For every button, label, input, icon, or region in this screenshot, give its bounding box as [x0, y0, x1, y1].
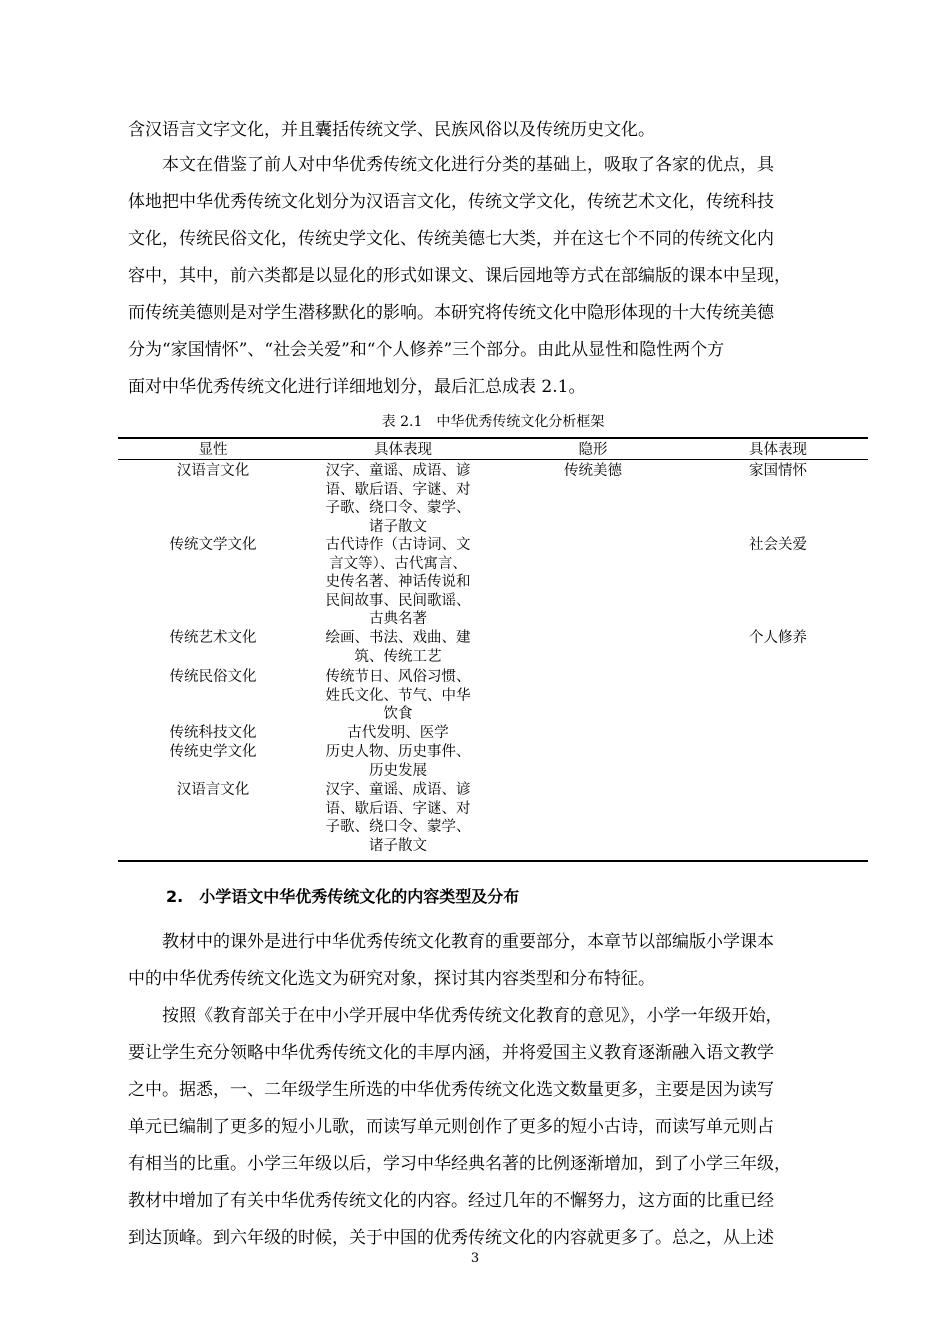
detail-line: 诸子散文	[369, 518, 427, 535]
detail-line: 语、歇后语、字谜、对	[325, 800, 471, 817]
detail-line: 古代发明、医学	[347, 725, 449, 741]
table-header-row	[118, 441, 868, 459]
explicit-category-column	[118, 462, 308, 855]
detail-line: 诸子散文	[369, 837, 427, 854]
explicit-category: 传统民俗文化	[169, 669, 257, 685]
detail-line: 汉字、童谣、成语、谚	[325, 782, 471, 798]
detail-line: 民间故事、民间歌谣、	[325, 592, 471, 609]
explicit-detail-cell	[308, 743, 498, 781]
text-line: 容中，其中，前六类都是以显化的形式如课文、课后园地等方式在部编版的课本中呈现，	[128, 266, 791, 286]
text-line: 有相当的比重。小学三年级以后，学习中华经典名著的比例逐渐增加，到了小学三年级，	[128, 1154, 791, 1174]
text-line: 到达顶峰。到六年级的时候，关于中国的优秀传统文化的内容就更多了。总之，从上述	[128, 1228, 774, 1248]
paragraph-section-intro	[128, 924, 868, 998]
detail-line: 姓氏文化、节气、中华	[325, 687, 471, 704]
page-number: 3	[470, 1251, 480, 1266]
table-body	[118, 462, 868, 855]
text-line: 面对中华优秀传统文化进行详细地划分，最后汇总成表 2.1。	[128, 377, 586, 397]
text-line: 而传统美德则是对学生潜移默化的影响。本研究将传统文化中隐形体现的十大传统美德	[128, 303, 774, 323]
text-line: 教材中增加了有关中华优秀传统文化的内容。经过几年的不懈努力，这方面的比重已经	[128, 1191, 774, 1211]
text-line: 分为“家国情怀”、“社会关爱”和“个人修养”三个部分。由此从显性和隐性两个方	[128, 340, 725, 360]
explicit-category: 汉语言文化	[176, 463, 250, 479]
detail-line: 筑、传统工艺	[354, 648, 442, 665]
explicit-category: 传统艺术文化	[169, 630, 257, 646]
text-line: 单元已编制了更多的短小儿歌，而读写单元则创作了更多的短小古诗，而读写单元则占	[128, 1117, 774, 1137]
explicit-category: 传统史学文化	[169, 744, 257, 760]
detail-line: 绘画、书法、戏曲、建	[325, 630, 471, 646]
text-line: 本文在借鉴了前人对中华优秀传统文化进行分类的基础上，吸取了各家的优点，具	[128, 155, 774, 175]
section-heading: 2. 小学语文中华优秀传统文化的内容类型及分布	[166, 887, 520, 906]
text-line: 教材中的课外是进行中华优秀传统文化教育的重要部分，本章节以部编版小学课本	[128, 932, 774, 952]
table-bottom-rule	[118, 860, 868, 862]
explicit-detail-cell	[308, 724, 498, 743]
detail-line: 语、歇后语、字谜、对	[325, 481, 471, 498]
implicit-category: 传统美德	[564, 463, 622, 479]
text-line: 要让学生充分领略中华优秀传统文化的丰厚内涵，并将爱国主义教育逐渐融入语文教学	[128, 1043, 774, 1063]
detail-line: 传统节日、风俗习惯、	[325, 669, 471, 685]
detail-line: 汉字、童谣、成语、谚	[325, 463, 471, 479]
detail-line: 子歌、绕口令、蒙学、	[325, 500, 471, 516]
header-implicit: 隐形	[578, 442, 608, 458]
paragraph-intro-continuation	[128, 112, 868, 149]
detail-line: 子歌、绕口令、蒙学、	[325, 819, 471, 835]
paragraph-classification	[128, 147, 868, 406]
text-line: 之中。据悉，一、二年级学生所选的中华优秀传统文化选文数量更多，主要是因为读写	[128, 1080, 774, 1100]
explicit-detail-cell	[308, 668, 498, 724]
text-line: 中的中华优秀传统文化选文为研究对象，探讨其内容类型和分布特征。	[128, 969, 655, 989]
implicit-item: 家国情怀	[749, 463, 807, 479]
detail-line: 言文等）、古代寓言、	[329, 555, 467, 572]
paragraph-grade-distribution	[128, 998, 868, 1257]
explicit-detail-cell	[308, 781, 498, 855]
explicit-detail-cell	[308, 536, 498, 629]
implicit-category-column	[498, 462, 688, 855]
text-line: 按照《教育部关于在中小学开展中华优秀传统文化教育的意见》，小学一年级开始，	[128, 1006, 783, 1026]
detail-line: 史传名著、神话传说和	[325, 574, 471, 590]
implicit-detail-column	[688, 462, 868, 855]
text-line: 文化，传统民俗文化，传统史学文化、传统美德七大类，并在这七个不同的传统文化内	[128, 229, 774, 249]
explicit-category: 传统科技文化	[169, 725, 257, 741]
detail-line: 古典名著	[369, 611, 427, 627]
explicit-detail-cell	[308, 462, 498, 536]
detail-line: 饮食	[383, 706, 413, 722]
text-line: 体地把中华优秀传统文化划分为汉语言文化，传统文学文化，传统艺术文化，传统科技	[128, 192, 774, 212]
detail-line: 历史发展	[369, 762, 427, 779]
table-caption: 表 2.1 中华优秀传统文化分析框架	[381, 414, 605, 430]
header-explicit-detail: 具体表现	[374, 442, 432, 458]
text-line: 含汉语言文字文化，并且囊括传统文学、民族风俗以及传统历史文化。	[128, 120, 655, 140]
detail-line: 历史人物、历史事件、	[325, 744, 471, 760]
explicit-category: 汉语言文化	[176, 782, 250, 798]
explicit-detail-cell	[308, 629, 498, 668]
explicit-detail-column	[308, 462, 498, 855]
explicit-category: 传统文学文化	[169, 537, 257, 553]
implicit-item: 社会关爱	[749, 537, 807, 553]
detail-line: 古代诗作（古诗词、文	[325, 537, 471, 553]
header-explicit: 显性	[198, 442, 228, 458]
implicit-item: 个人修养	[749, 630, 807, 646]
table-top-rule	[118, 437, 868, 439]
analysis-framework-table	[118, 441, 868, 855]
header-implicit-detail: 具体表现	[749, 442, 807, 458]
